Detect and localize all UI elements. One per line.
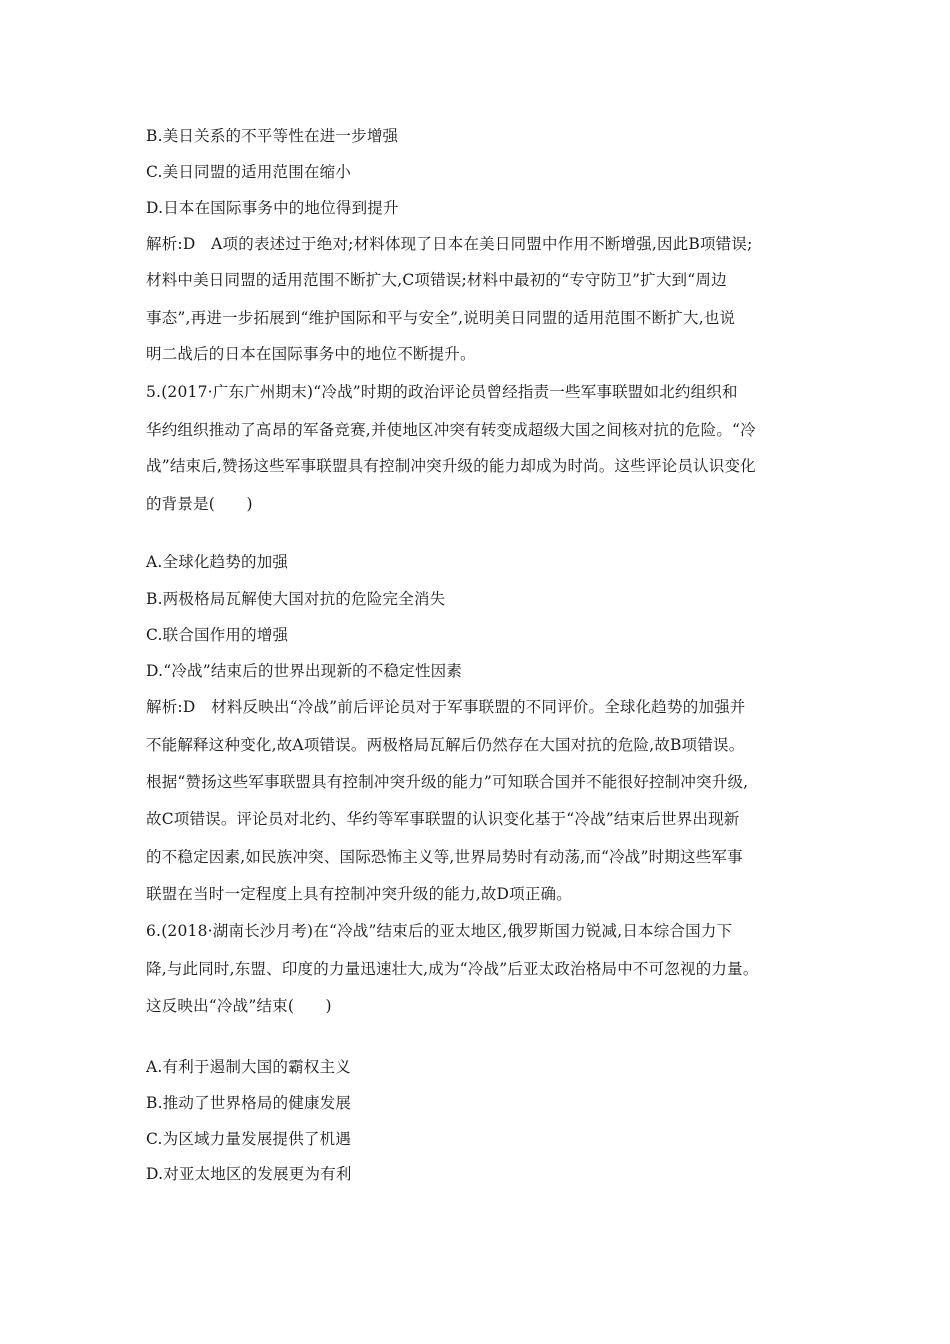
explanation-q4-line-2: 材料中美日同盟的适用范围不断扩大,C项错误;材料中最初的“专守防卫”扩大到“周边 — [146, 271, 727, 289]
option-b-q6: B.推动了世界格局的健康发展 — [146, 1094, 352, 1112]
question-6-line-1: 6.(2018·湖南长沙月考)在“冷战”结束后的亚太地区,俄罗斯国力锐减,日本综合国力下 — [146, 922, 733, 940]
option-b-q4: B.美日关系的不平等性在进一步增强 — [146, 127, 399, 145]
option-d-q4: D.日本在国际事务中的地位得到提升 — [146, 199, 399, 217]
question-6-line-2: 降,与此同时,东盟、印度的力量迅速壮大,成为“冷战”后亚太政治格局中不可忽视的力量。 — [146, 960, 759, 978]
option-a-q5: A.全球化趋势的加强 — [146, 553, 289, 571]
option-b-q5: B.两极格局瓦解使大国对抗的危险完全消失 — [146, 590, 446, 608]
explanation-q4-line-1: 解析:D A项的表述过于绝对;材料体现了日本在美日同盟中作用不断增强,因此B项错误; — [146, 235, 753, 253]
question-6-line-3: 这反映出“冷战”结束( ) — [146, 997, 332, 1015]
option-c-q6: C.为区域力量发展提供了机遇 — [146, 1130, 352, 1148]
explanation-q5-line-6: 联盟在当时一定程度上具有控制冲突升级的能力,故D项正确。 — [146, 885, 572, 903]
question-5-line-4: 的背景是( ) — [146, 495, 253, 513]
option-c-q4: C.美日同盟的适用范围在缩小 — [146, 163, 352, 181]
question-5-line-1: 5.(2017·广东广州期末)“冷战”时期的政治评论员曾经指责一些军事联盟如北约组织和 — [146, 383, 738, 401]
question-5-line-2: 华约组织推动了高昂的军备竞赛,并使地区冲突有转变成超级大国之间核对抗的危险。“冷 — [146, 421, 756, 439]
explanation-q5-line-4: 故C项错误。评论员对北约、华约等军事联盟的认识变化基于“冷战”结束后世界出现新 — [146, 810, 740, 828]
explanation-q4-line-3: 事态”,再进一步拓展到“维护国际和平与安全”,说明美日同盟的适用范围不断扩大,也说 — [146, 309, 736, 327]
option-a-q6: A.有利于遏制大国的霸权主义 — [146, 1058, 351, 1076]
option-d-q5: D.“冷战”结束后的世界出现新的不稳定性因素 — [146, 662, 463, 680]
question-5-line-3: 战”结束后,赞扬这些军事联盟具有控制冲突升级的能力却成为时尚。这些评论员认识变化 — [146, 457, 756, 475]
explanation-q5-line-5: 的不稳定因素,如民族冲突、国际恐怖主义等,世界局势时有动荡,而“冷战”时期这些军事 — [146, 848, 743, 866]
explanation-q5-line-3: 根据“赞扬这些军事联盟具有控制冲突升级的能力”可知联合国并不能很好控制冲突升级, — [146, 773, 749, 791]
explanation-q5-line-2: 不能解释这种变化,故A项错误。两极格局瓦解后仍然存在大国对抗的危险,故B项错误。 — [146, 736, 745, 754]
explanation-q5-line-1: 解析:D 材料反映出“冷战”前后评论员对于军事联盟的不同评价。全球化趋势的加强并 — [146, 698, 746, 716]
option-c-q5: C.联合国作用的增强 — [146, 626, 289, 644]
explanation-q4-line-4: 明二战后的日本在国际事务中的地位不断提升。 — [146, 345, 476, 363]
option-d-q6: D.对亚太地区的发展更为有利 — [146, 1165, 352, 1183]
